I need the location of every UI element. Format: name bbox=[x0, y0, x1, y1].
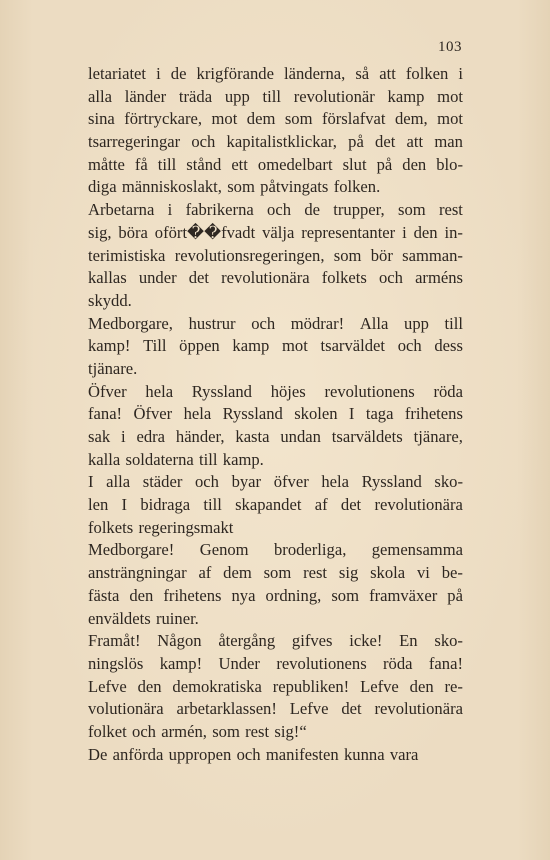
text-line: De anförda uppropen och manifesten kunna vara bbox=[88, 744, 419, 764]
paragraph bbox=[88, 381, 463, 472]
text-line: tjänare. bbox=[88, 358, 138, 378]
text-line: ningslös kamp! Under revolutionens röda fana! bbox=[88, 653, 463, 673]
text-line: måtte få till stånd ett omedelbart slut på den blo- bbox=[88, 154, 463, 174]
paragraph bbox=[88, 313, 463, 381]
text-line: kalla soldaterna till kamp. bbox=[88, 449, 264, 469]
text-line: Medborgare! Genom broderliga, gemensamma bbox=[88, 540, 463, 560]
text-line: diga människoslakt, som påtvingats folken. bbox=[88, 177, 381, 197]
text-line: len I bidraga till skapandet af det revolutionära bbox=[88, 495, 463, 515]
text-line: I alla städer och byar öfver hela Ryssland sko- bbox=[88, 472, 463, 492]
text-line: sak i edra händer, kasta undan tsarväldets tjänare, bbox=[88, 427, 463, 446]
paragraph bbox=[88, 630, 463, 743]
paragraph bbox=[88, 744, 463, 767]
text-line: folket och armén, som rest sig!“ bbox=[88, 721, 307, 741]
body-text bbox=[88, 63, 463, 766]
page-number: 103 bbox=[438, 39, 462, 55]
text-line: enväldets ruiner. bbox=[88, 608, 199, 628]
text-line: tsarregeringar och kapitalistklickar, på det att man bbox=[88, 132, 463, 152]
text-line: fästa den frihetens nya ordning, som framväxer på bbox=[88, 585, 463, 605]
text-line: Arbetarna i fabrikerna och de trupper, som rest bbox=[88, 200, 463, 220]
text-line: fana! Öfver hela Ryssland skolen I taga frihetens bbox=[88, 404, 463, 424]
text-line: letariatet i de krigförande länderna, så att folken i bbox=[88, 64, 463, 83]
text-line: folkets regeringsmakt bbox=[88, 517, 234, 537]
text-line: Öfver hela Ryssland höjes revolutionens röda bbox=[88, 381, 463, 401]
paragraph bbox=[88, 539, 463, 630]
text-line: kamp! Till öppen kamp mot tsarväldet och dess bbox=[88, 336, 463, 356]
text-line: Framåt! Någon återgång gifves icke! En sko- bbox=[88, 631, 463, 651]
paragraph bbox=[88, 63, 463, 199]
text-line: skydd. bbox=[88, 290, 132, 310]
text-line: ansträngningar af dem som rest sig skola vi be- bbox=[88, 563, 463, 583]
text-line: terimistiska revolutionsregeringen, som bör samman- bbox=[88, 245, 463, 265]
text-line: Medborgare, hustrur och mödrar! Alla upp till bbox=[88, 313, 463, 333]
text-line: volutionära arbetarklassen! Lefve det revolutionära bbox=[88, 699, 463, 719]
text-line: Lefve den demokratiska republiken! Lefve den re- bbox=[88, 676, 463, 696]
text-line: alla länder träda upp till revolutionär kamp mot bbox=[88, 86, 463, 106]
paragraph bbox=[88, 199, 463, 312]
text-line: sina förtryckare, mot dem som förslafvat dem, mot bbox=[88, 109, 463, 129]
text-line: sig, böra ofört��fvadt välja representanter i den in- bbox=[88, 222, 463, 242]
text-line: kallas under det revolutionära folkets och arméns bbox=[88, 268, 463, 288]
paragraph bbox=[88, 471, 463, 539]
